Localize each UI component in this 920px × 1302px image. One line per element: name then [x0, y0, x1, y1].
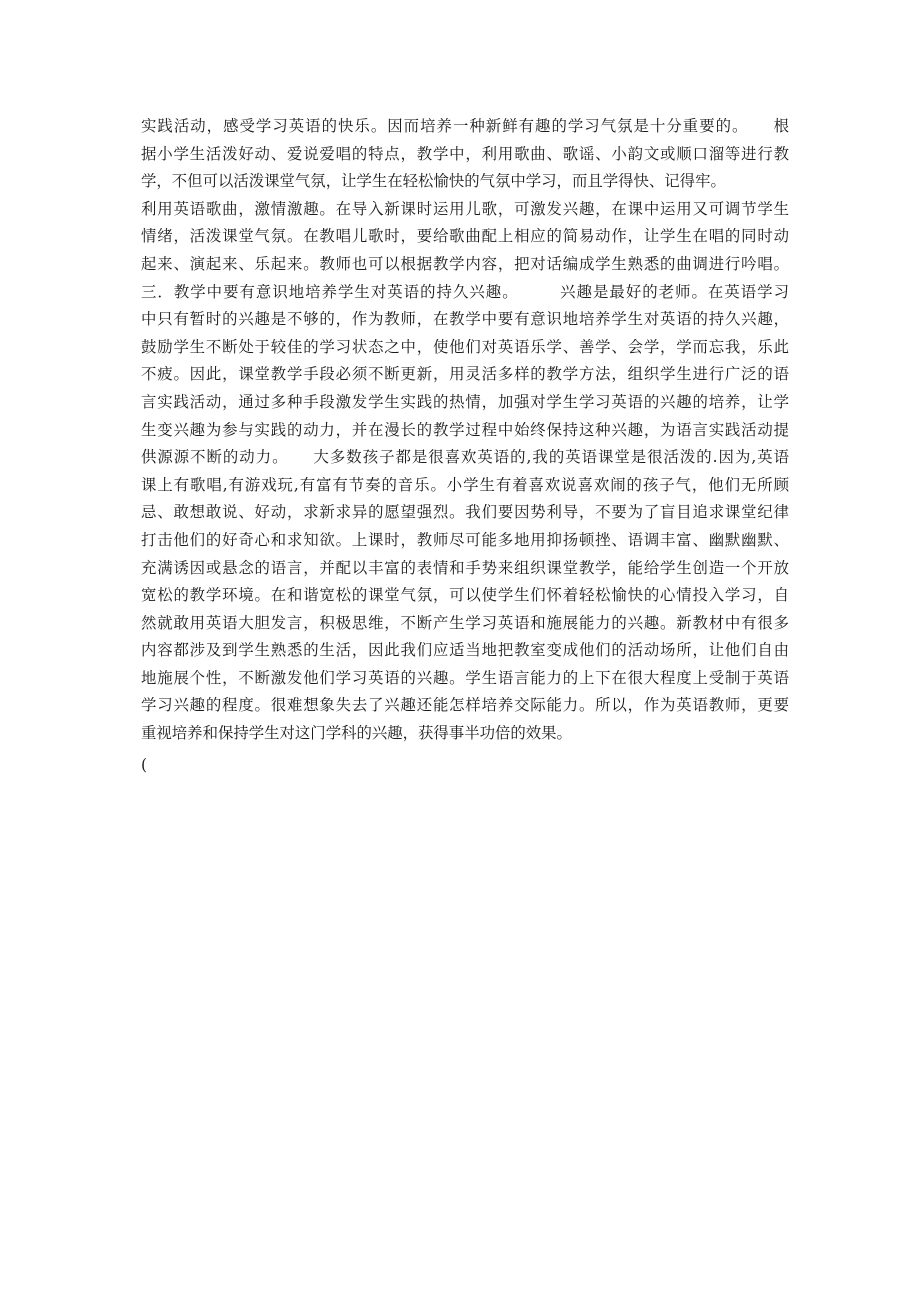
trailing-parenthesis: ( — [141, 756, 148, 774]
text-line: 重视培养和保持学生对这门学科的兴趣，获得事半功倍的效果。 — [141, 724, 572, 743]
text-line: 鼓励学生不断处于较佳的学习状态之中，使他们对英语乐学、善学、会学，学而忘我，乐此 — [141, 337, 789, 356]
text-line: 不疲。因此，课堂教学手段必须不断更新，用灵活多样的教学方法，组织学生进行广泛的语 — [141, 365, 789, 384]
text-line: 学习兴趣的程度。很难想象失去了兴趣还能怎样培养交际能力。所以，作为英语教师，更要 — [141, 696, 789, 715]
text-line: 言实践活动，通过多种手段激发学生实践的热情，加强对学生学习英语的兴趣的培养，让学 — [141, 392, 789, 411]
text-line: 中只有暂时的兴趣是不够的，作为教师，在教学中要有意识地培养学生对英语的持久兴趣， — [141, 310, 789, 329]
text-line: 据小学生活泼好动、爱说爱唱的特点，教学中，利用歌曲、歌谣、小韵文或顺口溜等进行教 — [141, 144, 789, 163]
text-line: 打击他们的好奇心和求知欲。上课时，教师尽可能多地用抑扬顿挫、语调丰富、幽默幽默、 — [141, 530, 789, 549]
text-line: 课上有歌唱,有游戏玩,有富有节奏的音乐。小学生有着喜欢说喜欢闹的孩子气，他们无所顾 — [141, 475, 789, 494]
text-line: 三．教学中要有意识地培养学生对英语的持久兴趣。 兴趣是最好的老师。在英语学习 — [141, 282, 789, 301]
text-line: 宽松的教学环境。在和谐宽松的课堂气氛，可以使学生们怀着轻松愉快的心情投入学习，自 — [141, 586, 789, 605]
text-line: 起来、演起来、乐起来。教师也可以根据教学内容，把对话编成学生熟悉的曲调进行吟唱。 — [141, 254, 789, 273]
text-line: 然就敢用英语大胆发言，积极思维，不断产生学习英语和施展能力的兴趣。新教材中有很多 — [141, 613, 789, 632]
text-line: 生变兴趣为参与实践的动力，并在漫长的教学过程中始终保持这种兴趣，为语言实践活动提 — [141, 420, 789, 439]
text-line: 情绪，活泼课堂气氛。在教唱儿歌时，要给歌曲配上相应的简易动作，让学生在唱的同时动 — [141, 227, 789, 246]
text-line: 供源源不断的动力。 大多数孩子都是很喜欢英语的,我的英语课堂是很活泼的.因为,英语 — [141, 448, 789, 467]
text-line: 充满诱因或悬念的语言，并配以丰富的表情和手势来组织课堂教学，能给学生创造一个开放 — [141, 558, 789, 577]
text-line: 实践活动，感受学习英语的快乐。因而培养一种新鲜有趣的学习气氛是十分重要的。 根 — [141, 117, 789, 135]
text-line: 学，不但可以活泼课堂气氛，让学生在轻松愉快的气氛中学习，而且学得快、记得牢。 — [141, 172, 726, 191]
text-line: 地施展个性，不断激发他们学习英语的兴趣。学生语言能力的上下在很大程度上受制于英语 — [141, 668, 789, 687]
body-text — [141, 113, 789, 748]
text-line: 忌、敢想敢说、好动，求新求异的愿望强烈。我们要因势利导，不要为了盲目追求课堂纪律 — [141, 503, 789, 522]
text-line: 利用英语歌曲，激情激趣。在导入新课时运用儿歌，可激发兴趣，在课中运用又可调节学生 — [141, 199, 789, 218]
text-line: 内容都涉及到学生熟悉的生活，因此我们应适当地把教室变成他们的活动场所，让他们自由 — [141, 641, 789, 660]
